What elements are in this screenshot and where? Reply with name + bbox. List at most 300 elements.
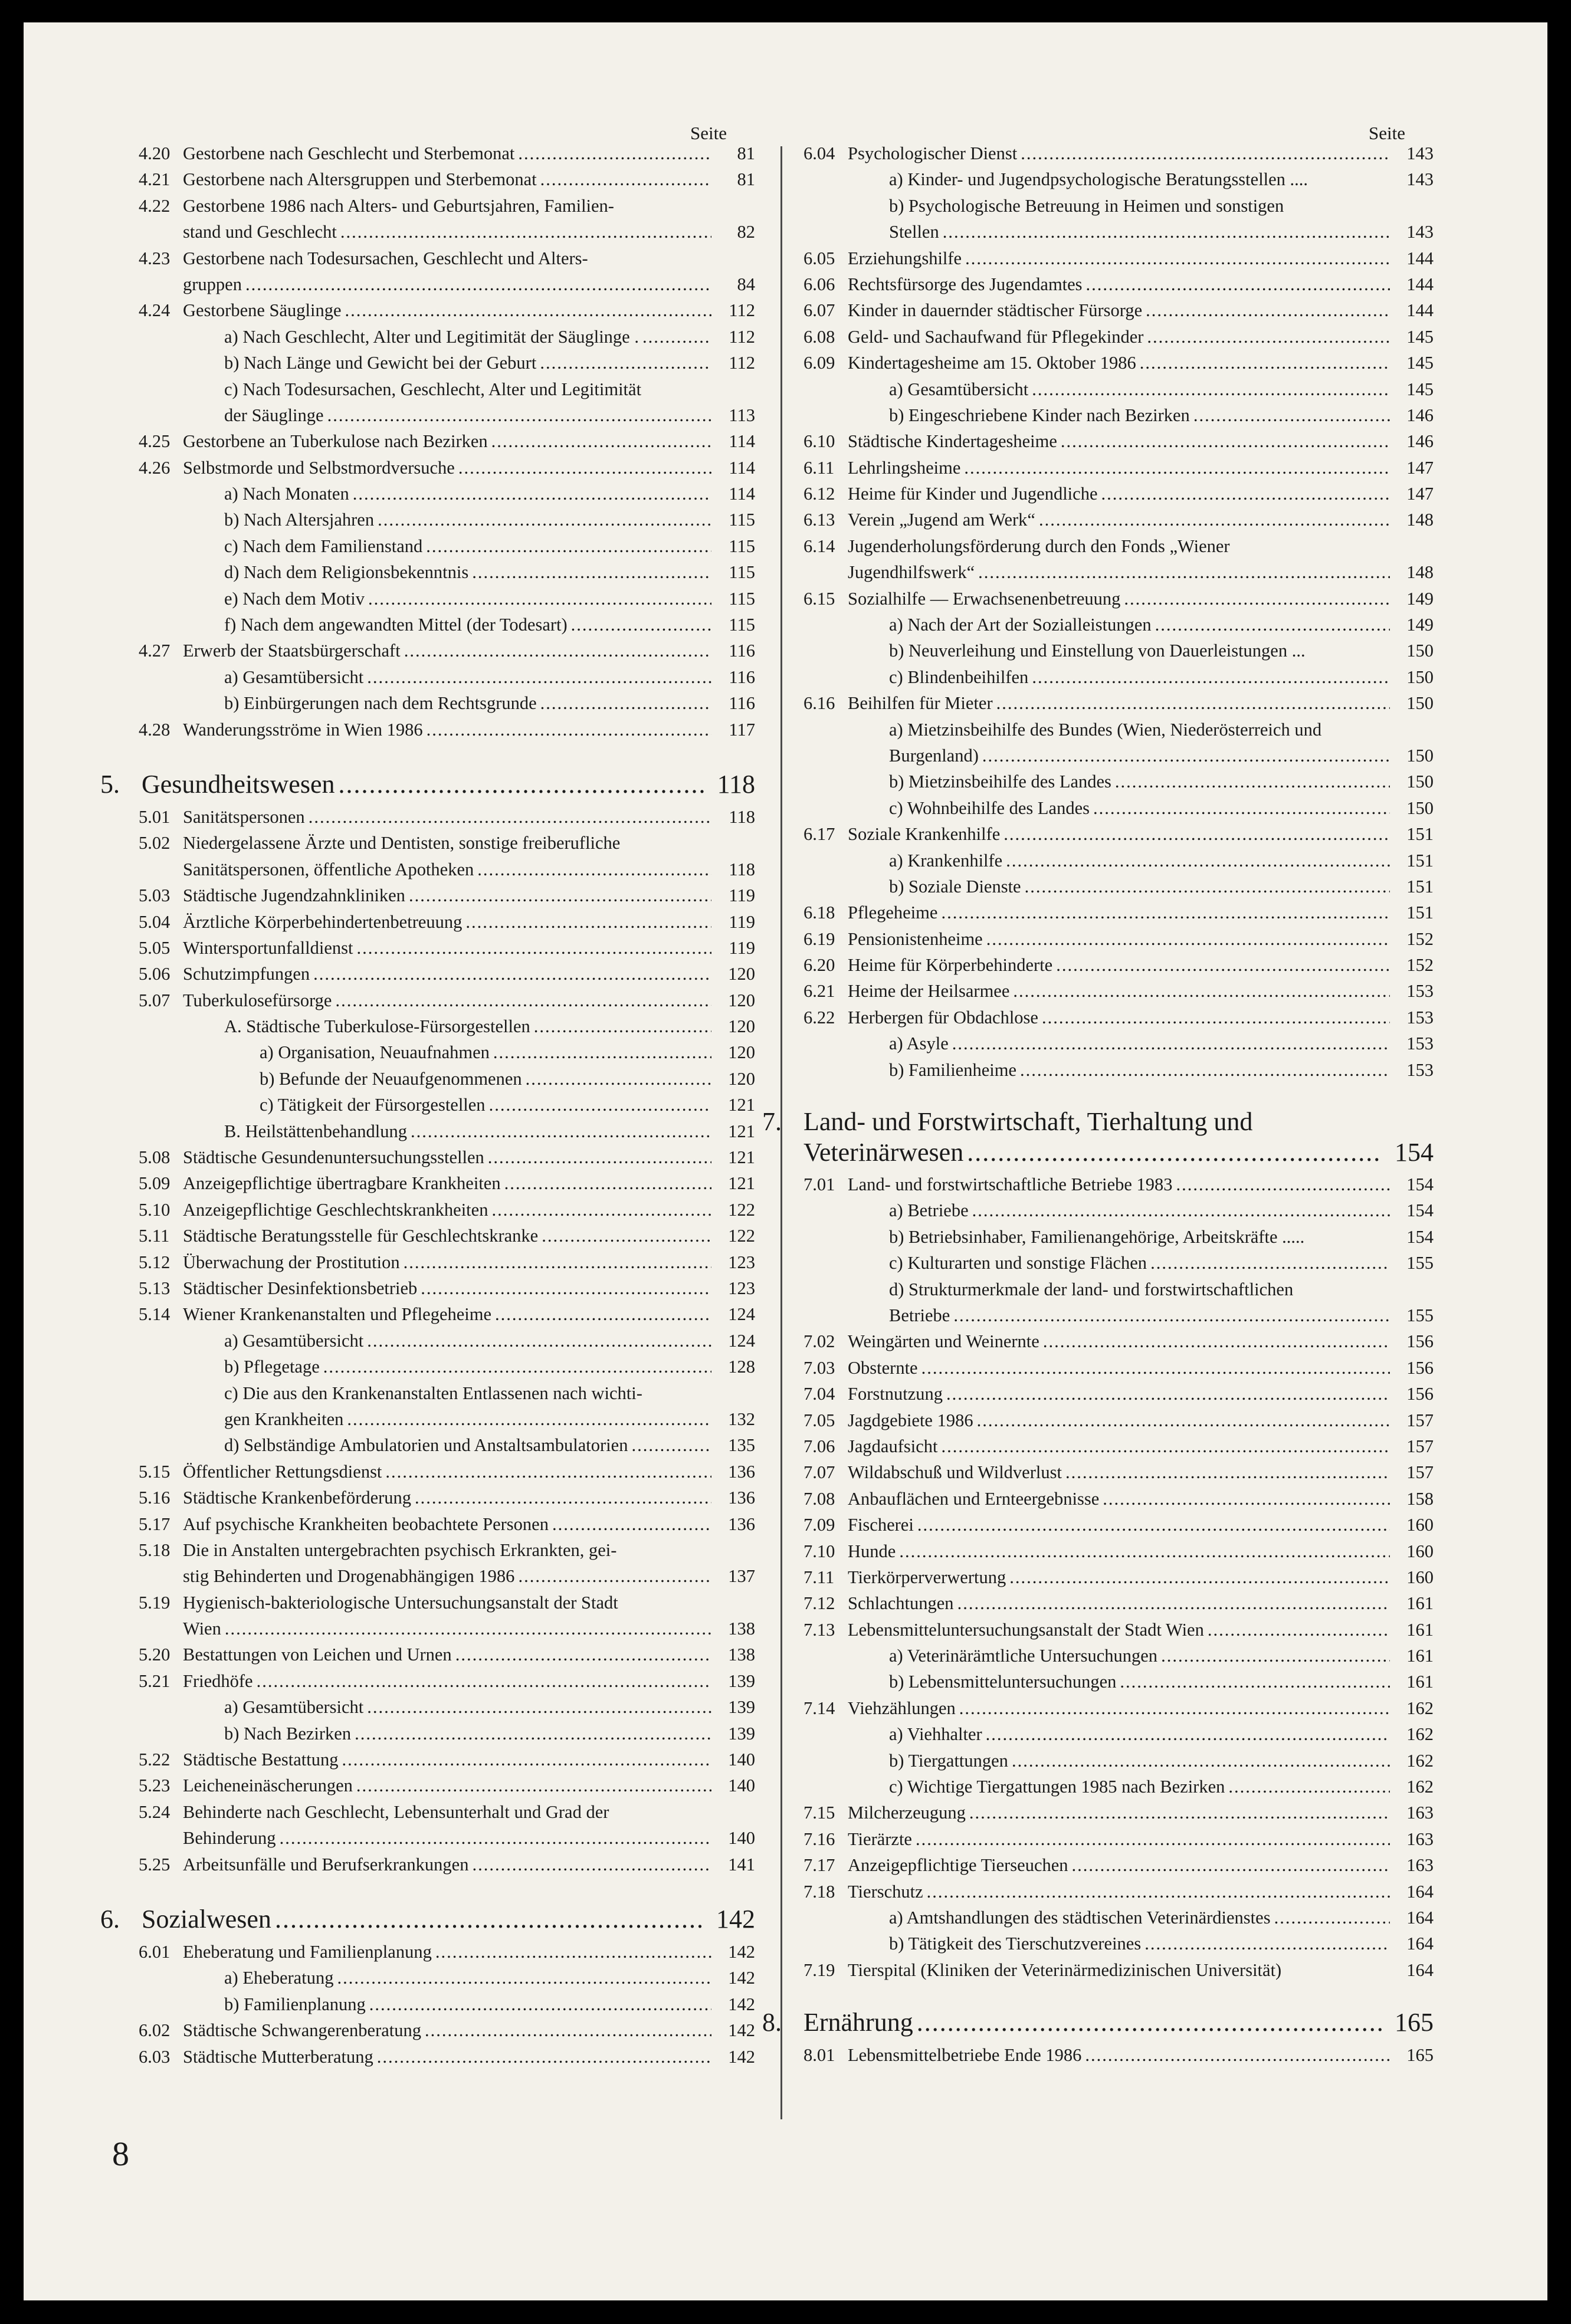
entry-title-wrap — [848, 1030, 1393, 1056]
toc-entry-line — [139, 717, 755, 743]
entry-title-wrap — [183, 961, 715, 987]
entry-title-cont: gen Krankheiten — [224, 1409, 344, 1429]
entry-number: 5.09 — [139, 1173, 170, 1194]
section-heading — [762, 1107, 1434, 1168]
toc-entry-line — [139, 455, 755, 481]
entry-number: 4.21 — [139, 169, 170, 190]
entry-title: b) Tätigkeit des Tierschutzvereines — [889, 1934, 1142, 1954]
toc-entry — [803, 245, 1434, 271]
entry-title: b) Familienplanung — [224, 1994, 366, 2014]
entry-number: 4.28 — [139, 719, 170, 740]
entry-title-wrap — [848, 1564, 1393, 1590]
entry-title: Kindertagesheime am 15. Oktober 1986 — [848, 353, 1136, 373]
entry-number: 5.21 — [139, 1670, 170, 1691]
page-ref: 142 — [728, 1941, 755, 1962]
toc-entry-line — [803, 743, 1434, 769]
entry-title: Die in Anstalten untergebrachten psychisch Erkrankten, gei- — [183, 1540, 617, 1560]
toc-entry-line — [139, 507, 755, 533]
toc-entry — [139, 507, 755, 533]
page-ref: 140 — [728, 1828, 755, 1849]
entry-number: 5.10 — [139, 1199, 170, 1220]
toc-entry — [139, 1668, 755, 1694]
entry-title-wrap — [848, 166, 1393, 192]
leader-dots — [1208, 1617, 1390, 1643]
leader-dots — [356, 1772, 711, 1798]
entry-title-wrap — [183, 1144, 715, 1170]
entry-title: c) Blindenbeihilfen — [889, 667, 1029, 687]
entry-title: c) Nach Todesursachen, Geschlecht, Alter und Legitimität — [224, 379, 642, 399]
toc-entry-line — [139, 350, 755, 376]
page-ref: 147 — [1406, 484, 1434, 504]
page-ref: 151 — [1406, 876, 1434, 897]
page-ref: 84 — [737, 274, 755, 294]
toc-entry-line — [139, 1694, 755, 1720]
toc-entry-line — [139, 1354, 755, 1380]
leader-dots — [953, 1302, 1390, 1328]
page-ref: 151 — [1406, 902, 1434, 923]
entry-title: Arbeitsunfälle und Berufserkrankungen — [183, 1854, 469, 1875]
page-ref: 143 — [1406, 143, 1434, 163]
page-ref: 139 — [728, 1723, 755, 1744]
toc-entry-line — [803, 1381, 1434, 1407]
entry-title-wrap — [183, 1013, 715, 1039]
toc-entry-line — [139, 804, 755, 830]
entry-title-wrap — [183, 1485, 715, 1511]
entry-number: 6.11 — [803, 457, 835, 478]
entry-number: 7.04 — [803, 1384, 835, 1404]
entry-number: 5.17 — [139, 1514, 170, 1534]
entry-title: d) Nach dem Religionsbekenntnis — [224, 562, 469, 583]
page-ref: 140 — [728, 1775, 755, 1796]
section-heading — [100, 1903, 755, 1935]
page-ref: 160 — [1406, 1541, 1434, 1561]
toc-entry-line — [139, 376, 755, 402]
entry-title-wrap — [848, 1407, 1393, 1433]
leader-dots — [518, 1563, 711, 1589]
page-ref: 154 — [1395, 1138, 1434, 1167]
toc-entry-line — [803, 1695, 1434, 1721]
toc-entry — [139, 961, 755, 987]
entry-title-wrap — [848, 1538, 1393, 1564]
entry-title: Öffentlicher Rettungsdienst — [183, 1461, 382, 1482]
entry-title-wrap — [848, 638, 1393, 664]
toc-entry — [803, 1197, 1434, 1223]
toc-entry-line — [803, 926, 1434, 952]
entry-number: 5.23 — [139, 1775, 170, 1796]
entry-title: a) Gesamtübersicht — [224, 1697, 364, 1718]
toc-entry-line — [803, 297, 1434, 323]
toc-entry-line — [803, 1197, 1434, 1223]
toc-entry-line — [139, 664, 755, 690]
leader-dots — [1043, 1328, 1390, 1354]
toc-entry-line — [139, 1485, 755, 1511]
entry-title: Erwerb der Staatsbürgerschaft — [183, 641, 401, 661]
entry-title-wrap — [183, 1511, 715, 1537]
page-ref: 115 — [729, 588, 755, 609]
toc-entry-line — [803, 1433, 1434, 1459]
toc-entry-line — [803, 1957, 1434, 1983]
entry-title-wrap — [183, 1170, 715, 1196]
toc-entry-line — [803, 428, 1434, 454]
toc-entry-line — [803, 1355, 1434, 1381]
toc-entry-line — [803, 1328, 1434, 1354]
entry-number: 4.27 — [139, 641, 170, 661]
toc-entry-line — [803, 507, 1434, 533]
entry-number: 7.01 — [803, 1174, 835, 1195]
toc-entry-line — [803, 690, 1434, 716]
page-ref: 156 — [1406, 1331, 1434, 1352]
toc-entry — [803, 1005, 1434, 1030]
page-ref: 165 — [1406, 2045, 1434, 2066]
toc-entry-line — [803, 821, 1434, 847]
entry-title-wrap — [183, 1328, 715, 1354]
entry-title: Fischerei — [848, 1515, 914, 1535]
page-ref: 152 — [1406, 955, 1434, 976]
entry-number: 6.02 — [139, 2020, 170, 2041]
toc-entry — [803, 193, 1434, 245]
leader-dots — [377, 2044, 711, 2070]
entry-title-wrap — [848, 1057, 1393, 1083]
entry-title: Pensionistenheime — [848, 928, 983, 949]
toc-entry — [139, 612, 755, 638]
page-ref: 144 — [1406, 300, 1434, 321]
leader-dots — [1086, 271, 1390, 297]
entry-title-wrap — [848, 1433, 1393, 1459]
leader-dots — [323, 1354, 711, 1380]
leader-dots — [1006, 848, 1390, 874]
toc-entry — [139, 1301, 755, 1327]
entry-title-wrap — [848, 428, 1393, 454]
page-ref: 156 — [1406, 1357, 1434, 1378]
toc-entry-line — [139, 830, 755, 856]
leader-dots — [367, 1328, 711, 1354]
entry-title: Erziehungshilfe — [848, 248, 962, 268]
entry-title-cont: Behinderung — [183, 1828, 276, 1849]
entry-title: A. Städtische Tuberkulose-Fürsorgestellen — [224, 1016, 530, 1037]
entry-title-wrap — [848, 1171, 1393, 1197]
entry-title-wrap — [848, 481, 1393, 507]
entry-title: b) Nach Bezirken — [224, 1723, 352, 1744]
entry-title: Friedhöfe — [183, 1670, 253, 1691]
page-ref: 120 — [728, 964, 755, 984]
leader-dots — [275, 1903, 704, 1935]
entry-title: Wildabschuß und Wildverlust — [848, 1462, 1062, 1483]
page-ref: 115 — [729, 536, 755, 556]
toc-entry — [139, 350, 755, 376]
entry-title-wrap — [183, 1066, 715, 1092]
toc-entry — [139, 1991, 755, 2017]
entry-title-wrap — [848, 1905, 1393, 1931]
entry-title: Städtische Kindertagesheime — [848, 431, 1057, 452]
leader-dots — [534, 1013, 711, 1039]
entry-title: Städtische Bestattung — [183, 1749, 339, 1770]
leader-dots — [369, 1991, 711, 2017]
toc-entry — [139, 664, 755, 690]
leader-dots — [339, 769, 705, 800]
entry-title-wrap — [848, 1800, 1393, 1826]
toc-entry-line — [139, 1537, 755, 1563]
toc-entry — [139, 1694, 755, 1720]
toc-entry — [139, 1590, 755, 1642]
leader-dots — [1013, 978, 1390, 1004]
entry-title-wrap — [848, 900, 1393, 925]
toc-entry-line — [803, 586, 1434, 612]
entry-number: 5.07 — [139, 990, 170, 1010]
entry-number: 7.19 — [803, 1959, 835, 1980]
toc-entry — [803, 507, 1434, 533]
entry-title: c) Tätigkeit der Fürsorgestellen — [260, 1095, 486, 1115]
page-ref: 143 — [1406, 169, 1434, 190]
entry-number: 6.19 — [803, 928, 835, 949]
leader-dots — [455, 1642, 711, 1667]
entry-number: 6.06 — [803, 274, 835, 294]
leader-dots — [941, 900, 1390, 925]
entry-title-wrap — [183, 324, 715, 350]
entry-number: 6.14 — [803, 536, 835, 556]
toc-entry-line — [803, 979, 1434, 1005]
page-ref: 149 — [1406, 615, 1434, 635]
toc-entry — [139, 428, 755, 454]
entry-title-wrap — [183, 559, 715, 585]
entry-number: 4.22 — [139, 195, 170, 216]
leader-dots — [552, 1511, 711, 1537]
toc-entry-line — [139, 1223, 755, 1249]
entry-title-wrap — [848, 2042, 1393, 2068]
page-ref: 115 — [729, 562, 755, 583]
toc-entry — [139, 245, 755, 298]
toc-entry — [803, 979, 1434, 1005]
toc-entry — [139, 1092, 755, 1118]
page-ref: 114 — [729, 431, 755, 452]
entry-title-wrap — [848, 848, 1393, 874]
toc-entry — [803, 612, 1434, 638]
toc-entry-line — [803, 559, 1434, 585]
entry-title: Psychologischer Dienst — [848, 143, 1018, 163]
entry-title: a) Organisation, Neuaufnahmen — [260, 1042, 490, 1063]
entry-title-cont: Burgenland) — [889, 745, 979, 766]
entry-title: Wintersportunfalldienst — [183, 937, 353, 958]
leader-dots — [477, 856, 711, 882]
page-ref: 119 — [729, 911, 755, 932]
page-ref: 142 — [728, 2046, 755, 2067]
leader-dots — [1021, 140, 1390, 166]
toc-entry-line — [803, 1617, 1434, 1643]
entry-title: Gestorbene nach Altersgruppen und Sterbemonat — [183, 169, 537, 190]
page-ref: 122 — [728, 1226, 755, 1246]
entry-title-wrap — [848, 1695, 1393, 1721]
toc-entry-line — [803, 664, 1434, 690]
toc-entry — [803, 428, 1434, 454]
leader-dots — [1065, 1459, 1390, 1485]
page-ref: 120 — [728, 1068, 755, 1089]
toc-entry-line — [139, 1668, 755, 1694]
entry-title-wrap — [848, 1381, 1393, 1407]
page-ref: 124 — [728, 1304, 755, 1325]
entry-title-wrap — [848, 219, 1393, 245]
entry-title-wrap — [183, 1563, 715, 1589]
page-ref: 164 — [1406, 1934, 1434, 1954]
entry-title-wrap — [848, 376, 1393, 402]
section-title-cont: Veterinärwesen — [803, 1138, 964, 1167]
toc-entry-line — [803, 1512, 1434, 1538]
toc-entry-line — [139, 1799, 755, 1825]
toc-entry — [803, 900, 1434, 925]
toc-entry-line — [139, 1432, 755, 1458]
entry-title-cont: stig Behinderten und Drogenabhängigen 1986 — [183, 1566, 515, 1587]
page-ref: 144 — [1406, 248, 1434, 268]
leader-dots — [489, 1092, 711, 1118]
page-ref: 136 — [728, 1488, 755, 1508]
entry-number: 5.01 — [139, 806, 170, 827]
toc-entry — [803, 1250, 1434, 1276]
leader-dots — [1274, 1905, 1390, 1931]
entry-title-wrap — [183, 1301, 715, 1327]
entry-title: b) Soziale Dienste — [889, 876, 1021, 897]
leader-dots — [1176, 1171, 1390, 1197]
toc-entry-line — [139, 559, 755, 585]
toc-entry-line — [139, 219, 755, 245]
entry-title-wrap — [848, 507, 1393, 533]
toc-entry — [803, 1407, 1434, 1433]
page-ref: 158 — [1406, 1488, 1434, 1509]
entry-title: Städtische Krankenbeförderung — [183, 1488, 412, 1508]
page-ref: 154 — [1406, 1200, 1434, 1221]
toc-entry — [139, 909, 755, 935]
leader-dots — [1025, 874, 1390, 900]
entry-number: 7.13 — [803, 1619, 835, 1640]
entry-title: Anzeigepflichtige übertragbare Krankheiten — [183, 1173, 501, 1194]
entry-title-wrap — [848, 1643, 1393, 1669]
entry-title-wrap — [183, 1432, 715, 1458]
leader-dots — [313, 961, 711, 987]
toc-entry-line — [803, 1748, 1434, 1774]
toc-entry-line — [803, 1459, 1434, 1485]
entry-title-wrap — [848, 140, 1393, 166]
leader-dots — [1042, 1005, 1390, 1030]
toc-entry-line — [803, 324, 1434, 350]
entry-title: Tierärzte — [848, 1829, 912, 1849]
leader-dots — [1039, 507, 1390, 533]
toc-entry-line — [139, 1380, 755, 1406]
entry-title: Städtische Jugendzahnkliniken — [183, 885, 405, 906]
entry-number: 7.02 — [803, 1331, 835, 1352]
leader-dots — [404, 1249, 711, 1275]
toc-entry-line — [139, 140, 755, 166]
page-ref: 115 — [729, 510, 755, 530]
toc-entry — [803, 1276, 1434, 1329]
toc-entry — [803, 1957, 1434, 1983]
entry-title-wrap — [848, 1931, 1393, 1957]
toc-entry-line — [803, 140, 1434, 166]
leader-dots — [245, 271, 711, 297]
entry-title-wrap — [183, 909, 715, 935]
leader-dots — [491, 1197, 711, 1223]
toc-entry-line — [139, 1511, 755, 1537]
toc-entry — [139, 1380, 755, 1433]
toc-entry — [803, 1486, 1434, 1512]
entry-number: 5.20 — [139, 1644, 170, 1665]
page-ref: 147 — [1406, 457, 1434, 478]
leader-dots — [404, 638, 711, 664]
toc-entry — [803, 690, 1434, 716]
toc-entry-line — [139, 1197, 755, 1223]
entry-title-wrap — [183, 935, 715, 961]
entry-title-wrap — [183, 1694, 715, 1720]
entry-number: 7.15 — [803, 1803, 835, 1823]
leader-dots — [917, 2007, 1383, 2039]
toc-entry — [803, 350, 1434, 376]
leader-dots — [1124, 586, 1390, 612]
toc-entry — [139, 455, 755, 481]
page-ref: 150 — [1406, 667, 1434, 687]
entry-number: 4.20 — [139, 143, 170, 163]
leader-dots — [916, 1826, 1390, 1852]
toc-entry — [803, 1826, 1434, 1852]
page-ref: 150 — [1406, 693, 1434, 714]
page-ref: 144 — [1406, 274, 1434, 294]
toc-entry-line — [803, 612, 1434, 638]
entry-title: Städtische Gesundenuntersuchungsstellen — [183, 1147, 484, 1168]
toc-entry-line — [139, 882, 755, 908]
page-ref: 121 — [728, 1095, 755, 1115]
entry-title: b) Neuverleihung und Einstellung von Dauerleistungen ... — [889, 641, 1306, 661]
entry-title: c) Die aus den Krankenanstalten Entlassenen nach wichti- — [224, 1383, 642, 1403]
entry-title-wrap — [183, 1642, 715, 1667]
entry-title: Wiener Krankenanstalten und Pflegeheime — [183, 1304, 491, 1325]
page-ref: 150 — [1406, 641, 1434, 661]
page-ref: 114 — [729, 457, 755, 478]
leader-dots — [1228, 1774, 1390, 1800]
page-ref: 161 — [1406, 1619, 1434, 1640]
page-ref: 112 — [729, 326, 755, 347]
entry-title: a) Gesamtübersicht — [889, 379, 1029, 399]
entry-title: a) Eheberatung — [224, 1968, 334, 1988]
toc-entry-line — [803, 1171, 1434, 1197]
leader-dots — [472, 559, 711, 585]
entry-title-wrap — [183, 219, 715, 245]
entry-title: Tierkörperverwertung — [848, 1567, 1006, 1587]
entry-title-wrap — [848, 1774, 1393, 1800]
toc-entry — [803, 1905, 1434, 1931]
entry-title: Milcherzeugung — [848, 1803, 966, 1823]
toc-entry-line — [139, 1459, 755, 1485]
toc-entry — [803, 1931, 1434, 1957]
entry-title-wrap — [848, 926, 1393, 952]
entry-title-wrap — [183, 1825, 715, 1851]
document-page — [24, 22, 1547, 2300]
leader-dots — [368, 586, 711, 612]
entry-title-wrap — [848, 271, 1393, 297]
entry-title: b) Einbürgerungen nach dem Rechtsgrunde — [224, 693, 537, 714]
entry-title: Weingärten und Weinernte — [848, 1331, 1039, 1352]
page-ref: 157 — [1406, 1436, 1434, 1456]
entry-number: 7.05 — [803, 1410, 835, 1430]
toc-entry — [803, 1459, 1434, 1485]
entry-title: b) Mietzinsbeihilfe des Landes — [889, 772, 1111, 792]
entry-title-wrap — [848, 455, 1393, 481]
entry-title-wrap — [183, 612, 715, 638]
entry-title-cont: der Säuglinge — [224, 405, 324, 425]
page-ref: 162 — [1406, 1777, 1434, 1797]
leader-dots — [518, 140, 711, 166]
leader-dots — [1150, 1250, 1390, 1276]
toc-entry-line — [139, 1301, 755, 1327]
toc-entry-line — [139, 1328, 755, 1354]
toc-entry — [803, 1538, 1434, 1564]
toc-entry — [803, 1721, 1434, 1747]
entry-title: Verein „Jugend am Werk“ — [848, 510, 1035, 530]
entry-title: Städtische Schwangerenberatung — [183, 2020, 421, 2041]
